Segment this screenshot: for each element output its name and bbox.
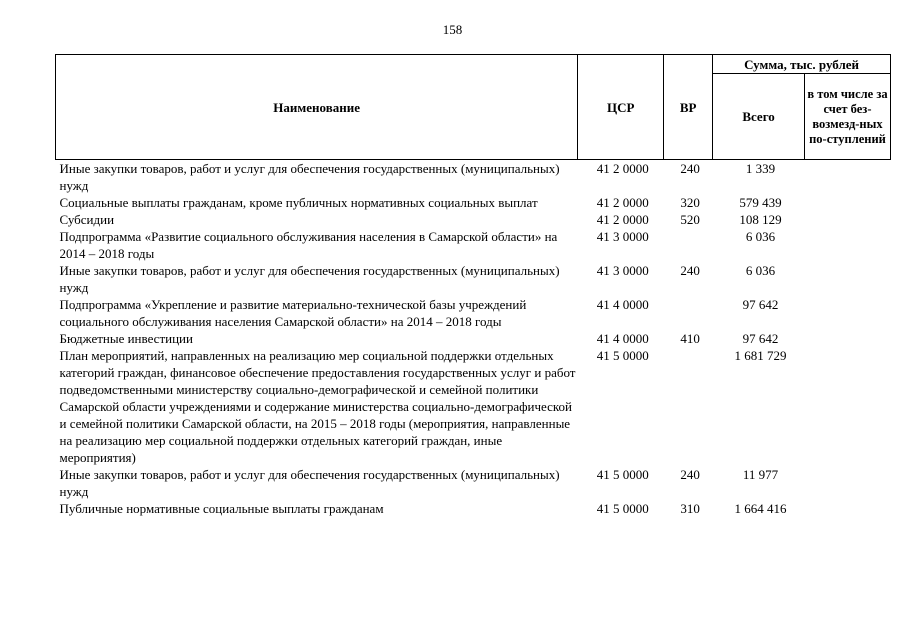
table-body [56, 160, 891, 518]
row-free [805, 211, 891, 228]
row-total: 1 681 729 [734, 348, 787, 363]
row-name: Бюджетные инвестиции [59, 331, 193, 346]
header-sum: Сумма, тыс. рублей [713, 55, 891, 74]
row-free [805, 347, 891, 466]
row-name: План мероприятий, направленных на реализацию мер социальной поддержки отдельных категорий граждан, финансовое обеспечение предоставления государственных услуг и работ подведомственными министерству социально-демографической и семейной политики Самарской области учреждениями и содержание министерства социально-демографической и семейной политики Самарской области, на 2015 – 2018 годы (мероприятия, направленные на реализацию мер социальной поддержки отдельных категорий граждан, иные мероприятия) [59, 348, 576, 465]
row-name: Социальные выплаты гражданам, кроме публичных нормативных социальных выплат [59, 195, 538, 210]
row-free [805, 262, 891, 296]
row-vr [664, 296, 713, 330]
row-csr: 41 3 0000 [596, 263, 649, 278]
row-free [805, 160, 891, 195]
row-csr: 41 5 0000 [596, 467, 649, 482]
row-total: 11 977 [742, 467, 779, 482]
row-vr: 240 [680, 263, 700, 278]
table-row [56, 296, 891, 330]
header-csr: ЦСР [578, 55, 664, 160]
table-row [56, 466, 891, 500]
table-row [56, 262, 891, 296]
row-csr: 41 4 0000 [596, 297, 649, 312]
row-total: 1 339 [745, 161, 776, 176]
table-row [56, 211, 891, 228]
budget-table [55, 54, 891, 517]
table-row [56, 228, 891, 262]
row-name: Подпрограмма «Развитие социального обслуживания населения в Самарской области» на 2014 – 2018 годы [59, 229, 558, 261]
row-csr: 41 2 0000 [596, 212, 649, 227]
row-name: Подпрограмма «Укрепление и развитие материально-технической базы учреждений социального обслуживания населения Самарской области» на 2014 – 2018 годы [59, 297, 527, 329]
row-total: 108 129 [739, 212, 782, 227]
table-row [56, 500, 891, 517]
row-csr: 41 4 0000 [596, 331, 649, 346]
row-vr: 310 [680, 501, 700, 516]
row-name: Иные закупки товаров, работ и услуг для обеспечения государственных (муниципальных) нужд [59, 161, 560, 193]
row-csr: 41 2 0000 [596, 195, 649, 210]
row-free [805, 330, 891, 347]
row-free [805, 500, 891, 517]
row-vr: 410 [680, 331, 700, 346]
row-free [805, 194, 891, 211]
table-row [56, 160, 891, 195]
table-row [56, 347, 891, 466]
row-csr: 41 5 0000 [596, 348, 649, 363]
row-total: 579 439 [739, 195, 782, 210]
header-total: Всего [713, 74, 805, 160]
header-free-receipts: в том числе за счет без-возмезд-ных по-ступлений [805, 74, 891, 160]
table-row [56, 194, 891, 211]
table-row [56, 330, 891, 347]
row-csr: 41 3 0000 [596, 229, 649, 244]
row-free [805, 228, 891, 262]
row-total: 97 642 [742, 297, 779, 312]
row-total: 97 642 [742, 331, 779, 346]
header-vr: ВР [664, 55, 713, 160]
row-vr: 240 [680, 161, 700, 176]
row-name: Иные закупки товаров, работ и услуг для обеспечения государственных (муниципальных) нужд [59, 467, 560, 499]
row-csr: 41 5 0000 [596, 501, 649, 516]
row-name: Субсидии [59, 212, 115, 227]
row-csr: 41 2 0000 [596, 161, 649, 176]
row-vr [664, 228, 713, 262]
row-vr: 520 [680, 212, 700, 227]
row-vr: 240 [680, 467, 700, 482]
row-name: Иные закупки товаров, работ и услуг для обеспечения государственных (муниципальных) нужд [59, 263, 560, 295]
page-number: 158 [442, 22, 463, 37]
row-free [805, 296, 891, 330]
row-name: Публичные нормативные социальные выплаты гражданам [59, 501, 384, 516]
row-total: 6 036 [745, 263, 776, 278]
row-total: 6 036 [745, 229, 776, 244]
row-total: 1 664 416 [734, 501, 787, 516]
header-name: Наименование [56, 55, 578, 160]
row-vr [664, 347, 713, 466]
row-vr: 320 [680, 195, 700, 210]
row-free [805, 466, 891, 500]
